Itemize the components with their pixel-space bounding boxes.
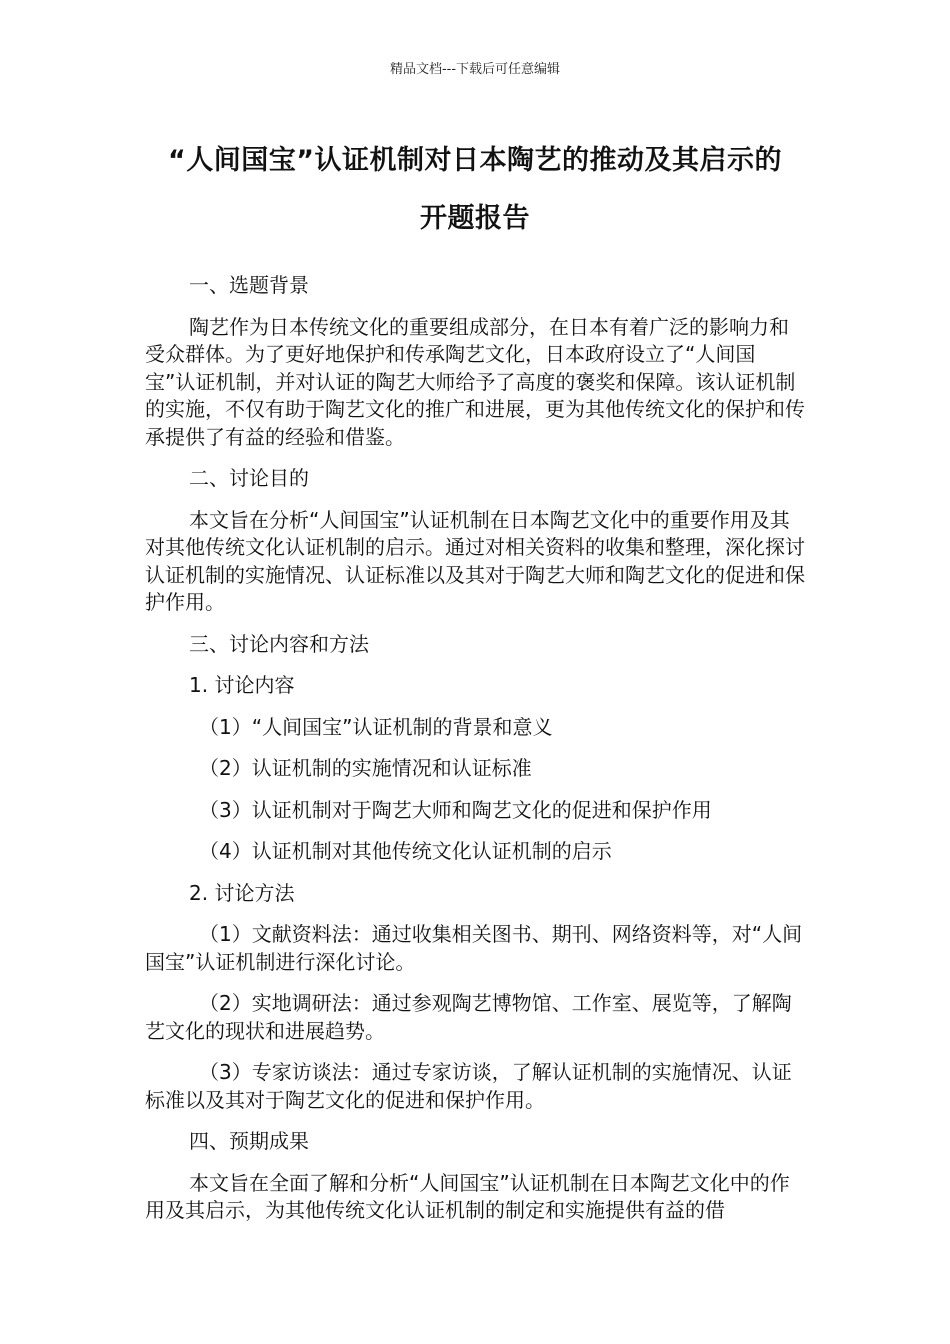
section-heading: 三、讨论内容和方法 (189, 631, 369, 656)
list-item: （2）认证机制的实施情况和认证标准 (199, 756, 532, 780)
document-title-line-1: “人间国宝”认证机制对日本陶艺的推动及其启示的 (168, 145, 782, 176)
method-item: （1）文献资料法：通过收集相关图书、期刊、网络资料等，对“人间国宝”认证机制进行深化讨论。 (145, 922, 803, 974)
list-item: （1）“人间国宝”认证机制的背景和意义 (199, 714, 553, 739)
section-heading: 二、讨论目的 (189, 466, 309, 490)
list-item: （4）认证机制对其他传统文化认证机制的启示 (199, 839, 612, 863)
header-note: 精品文档---下载后可任意编辑 (389, 62, 561, 77)
subsection-heading: 1. 讨论内容 (189, 673, 295, 697)
subsection-heading: 2. 讨论方法 (189, 880, 295, 905)
document-body (145, 272, 805, 1239)
document-title-line-2: 开题报告 (420, 203, 530, 234)
body-paragraph: 陶艺作为日本传统文化的重要组成部分，在日本有着广泛的影响力和受众群体。为了更好地保护和传承陶艺文化，日本政府设立了“人间国宝”认证机制，并对认证的陶艺大师给予了高度的褒奖和保障。该认证机制的实施，不仅有助于陶艺文化的推广和进展，更为其他传统文化的保护和传承提供了有益的经验和借鉴。 (145, 314, 805, 449)
section-heading: 一、选题背景 (189, 273, 309, 297)
section-heading: 四、预期成果 (189, 1129, 309, 1153)
list-item: （3）认证机制对于陶艺大师和陶艺文化的促进和保护作用 (199, 797, 712, 822)
body-paragraph: 本文旨在全面了解和分析“人间国宝”认证机制在日本陶艺文化中的作用及其启示，为其他传统文化认证机制的制定和实施提供有益的借 (145, 1170, 790, 1222)
body-paragraph: 本文旨在分析“人间国宝”认证机制在日本陶艺文化中的重要作用及其对其他传统文化认证机制的启示。通过对相关资料的收集和整理，深化探讨认证机制的实施情况、认证标准以及其对于陶艺大师和陶艺文化的促进和保护作用。 (145, 507, 805, 614)
method-item: （2）实地调研法：通过参观陶艺博物馆、工作室、展览等，了解陶艺文化的现状和进展趋势。 (145, 991, 792, 1043)
method-item: （3）专家访谈法：通过专家访谈，了解认证机制的实施情况、认证标准以及其对于陶艺文化的促进和保护作用。 (145, 1060, 792, 1112)
